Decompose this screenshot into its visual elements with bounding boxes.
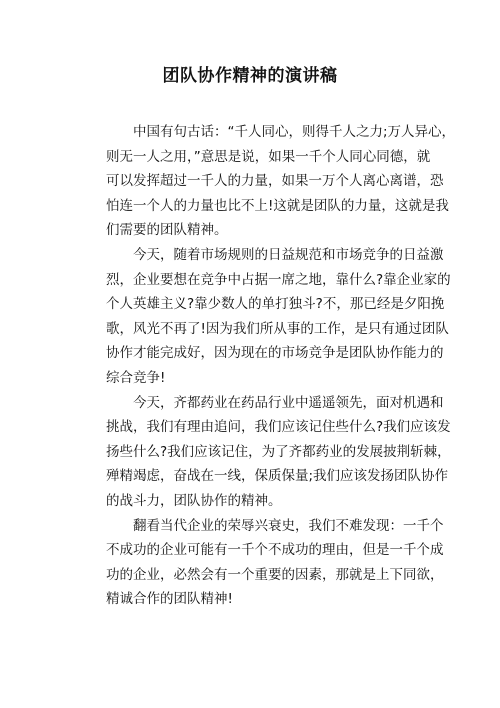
document-body (106, 120, 456, 612)
paragraph-line: 中国有句古话：“千人同心，则得千人之力;万人异心， (133, 124, 456, 140)
paragraph-4 (106, 514, 444, 612)
paragraph-3 (106, 391, 451, 514)
paragraph-line: 殚精竭虑，奋战在一线，保质保量;我们应该发扬团队协作 (106, 468, 449, 485)
paragraph-line: 可以发挥超过一千人的力量，如果一万个人离心离谱，恐 (106, 173, 444, 190)
paragraph-line: 的战斗力，团队协作的精神。 (106, 492, 282, 509)
paragraph-line: 个人英雄主义?靠少数人的单打独斗?不，那已经是夕阳挽 (106, 296, 445, 313)
paragraph-line: 则无一人之用，”意思是说，如果一千个人同心同德，就 (106, 148, 431, 165)
document-title: 团队协作精神的演讲稿 (162, 66, 338, 86)
paragraph-line: 今天，齐都药业在药品行业中遥遥领先，面对机遇和 (133, 394, 444, 411)
paragraph-line: 们需要的团队精神。 (106, 222, 228, 239)
paragraph-line: 功的企业，必然会有一个重要的因素，那就是上下同欲， (106, 566, 444, 583)
paragraph-line: 歌，风光不再了!因为我们所从事的工作，是只有通过团队 (106, 320, 449, 337)
paragraph-1 (106, 120, 456, 243)
paragraph-2 (106, 243, 451, 391)
paragraph-line: 今天，随着市场规则的日益规范和市场竞争的日益激 (133, 246, 444, 263)
paragraph-line: 综合竞争! (106, 369, 166, 386)
paragraph-line: 翻看当代企业的荣辱兴衰史，我们不难发现：一千个 (133, 517, 444, 534)
paragraph-line: 挑战，我们有理由追问，我们应该记住些什么?我们应该发 (106, 419, 451, 436)
paragraph-line: 精诚合作的团队精神! (106, 591, 233, 608)
paragraph-line: 不成功的企业可能有一千个不成功的理由，但是一千个成 (106, 542, 444, 559)
paragraph-line: 扬些什么?我们应该记住，为了齐都药业的发展披荆斩棘， (106, 443, 451, 460)
paragraph-line: 协作才能完成好，因为现在的市场竞争是团队协作能力的 (106, 345, 444, 362)
paragraph-line: 烈，企业要想在竞争中占据一席之地，靠什么?靠企业家的 (106, 271, 451, 288)
paragraph-line: 怕连一个人的力量也比不上!这就是团队的力量，这就是我 (106, 197, 449, 214)
